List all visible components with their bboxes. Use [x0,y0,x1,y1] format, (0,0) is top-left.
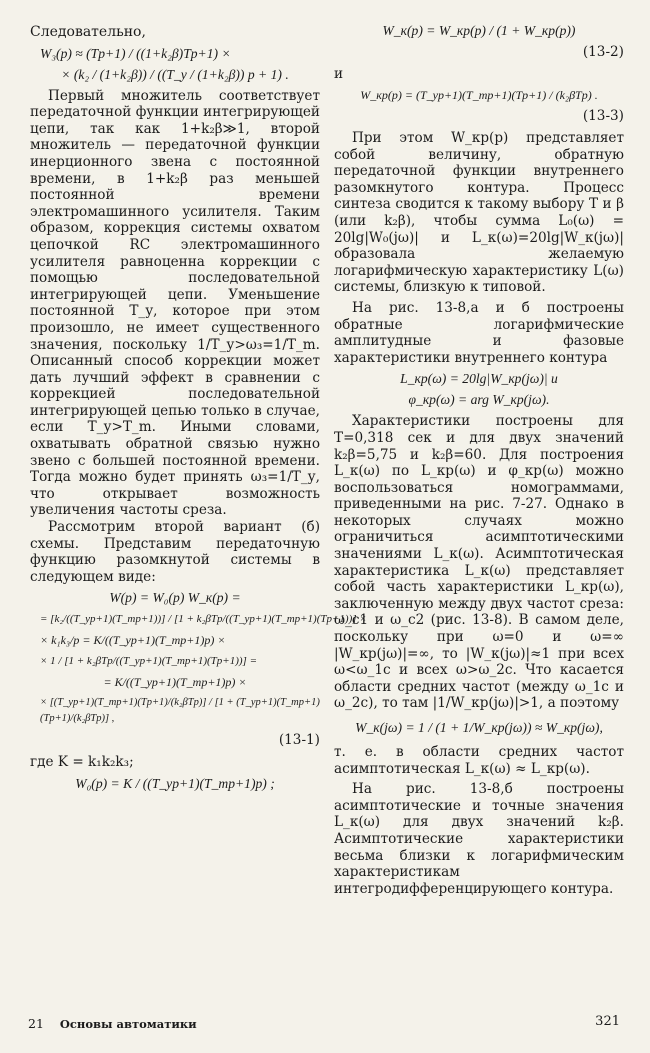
equation-number-13-3: (13-3) [582,108,624,124]
equation-number-13-2: (13-2) [582,44,624,60]
paragraph-second-variant: Рассмотрим второй вариант (б) схемы. Представим передаточную функцию разомкнутой системы в следующем виде: [30,519,320,585]
equation-wk-approx: W_к(jω) = 1 / (1 + 1/W_кр(jω)) ≈ W_кр(jω), [355,720,603,735]
equation-13-1-line5: = K/((T_уp+1)(T_mp+1)p) × [103,675,247,690]
equation-13-1-line1: W(p) = W₀(p) W_к(p) = [109,590,241,606]
equation-phi-kr: φ_кр(ω) = arg W_кр(jω). [408,392,550,408]
equation-w0: W₀(p) = K / ((T_уp+1)(T_mp+1)p) ; [75,776,275,791]
equation-13-3: W_кр(p) = (T_уp+1)(T_mp+1)(Tp+1) / (k₂βTp) . [360,88,598,102]
book-title: Основы автоматики [59,1017,197,1031]
paragraph-middle-frequencies: т. е. в области средних частот асимптотическая L_к(ω) ≈ L_кр(ω). [334,744,624,777]
equation-w3-line2: × (k₂ / (1+k₂β)) / ((T_у / (1+k₂β)) p + 1) . [61,66,289,82]
equation-13-2: W_к(p) = W_кр(p) / (1 + W_кр(p)) [382,23,576,38]
right-column [334,18,624,897]
paragraph-synthesis: При этом W_кр(p) представляет собой величину, обратную передаточной функции внутреннего разомкнутого контура. Процесс синтеза сводится к такому выбору T и β (или k₂β), чтобы сумма L₀(ω) = 20lg|W₀(jω)| и L_к(ω)=20lg|W_к(jω)| образовала желаемую логарифмическую характеристику L(ω) системы, близкую к типовой. [334,130,624,296]
equation-13-1-line2: = [k₂/((T_уp+1)(T_mp+1))] / [1 + k₂βTp/((T_уp+1)(T_mp+1)(Tp+1))] × [40,613,367,626]
left-column [30,18,367,797]
equation-w3-line1: W₃(p) ≈ (Tp+1) / ((1+k₂β)Tp+1) × [40,45,231,61]
where-k-definition: где K = k₁k₂k₃; [30,754,134,771]
footer-signature [28,1016,197,1031]
paragraph-asymptotic: На рис. 13-8,б построены асимптотические и точные значения L_к(ω) для двух значений k₂β. Асимптотические характеристики весьма близки к логарифмическим характеристикам интегродифференцирующего контура. [334,781,624,897]
conjunction-and: и [334,66,344,82]
signature-number: 21 [28,1016,44,1031]
paragraph-characteristics: Характеристики построены для T=0,318 сек и для двух значений k₂β=5,75 и k₂β=60. Для построения L_к(ω) по L_кр(ω) и φ_кр(ω) можно воспользоваться номограммами, приведенными на рис. 7-27. Однако в некоторых случаях можно ограничиться асимптотическими значениями L_к(ω). Асимптотическая характеристика L_к(ω) представляет собой часть характеристики L_кр(ω), заключенную между двух частот среза: ω_с1 и ω_с2 (рис. 13-8). В самом деле, поскольку при ω=0 и ω=∞ |W_кр(jω)|=∞, то |W_к(jω)|≈1 при всех ω<ω_1с и всех ω>ω_2с. Что касается области средних частот (между ω_1с и ω_2с), то там |1/W_кр(jω)|>1, а поэтому [334,413,624,712]
page-number: 321 [595,1014,620,1029]
equation-13-1-line6: × [(T_уp+1)(T_mp+1)(Tp+1)/(k₂βTp)] / [1 + (T_уp+1)(T_mp+1)(Tp+1)/(k₂βTp)] , [40,697,320,725]
paragraph-figure-13-8: На рис. 13-8,а и б построены обратные логарифмические амплитудные и фазовые характеристики внутреннего контура [334,299,624,366]
intro-text: Следовательно, [30,24,146,40]
paragraph-first-multiplier: Первый множитель соответствует передаточной функции интегрирующей цепи, так как 1+k₂β≫1, второй множитель — передаточной функции инерционного звена с постоянной времени, в 1+k₂β раз меньшей постоянной времени электромашинного усилителя. Таким образом, коррекция системы охватом цепочкой RC электромашинного усилителя равноценна коррекции с помощью последовательной интегрирующей цепи. Уменьшение постоянной T_у, которое при этом произошло, не имеет существенного значения, поскольку 1/T_у>ω₃=1/T_m. Описанный способ коррекции может дать лучший эффект в сравнении с коррекцией последовательной интегрирующей цепью только в случае, если T_у>T_m. Иными словами, охватывать обратной связью нужно звено с большей постоянной времени. Тогда можно будет принять ω₃=1/T_у, что открывает возможность увеличения частоты среза. [30,87,320,519]
equation-number-13-1: (13-1) [278,732,320,749]
equation-13-1-line4: × 1 / [1 + k₂βTp/((T_уp+1)(T_mp+1)(Tp+1))] = [40,655,257,668]
equation-l-kr: L_кр(ω) = 20lg|W_кр(jω)| и [400,371,558,387]
equation-13-1-line3: × k₁k₃/p = K/((T_уp+1)(T_mp+1)p) × [40,633,226,648]
